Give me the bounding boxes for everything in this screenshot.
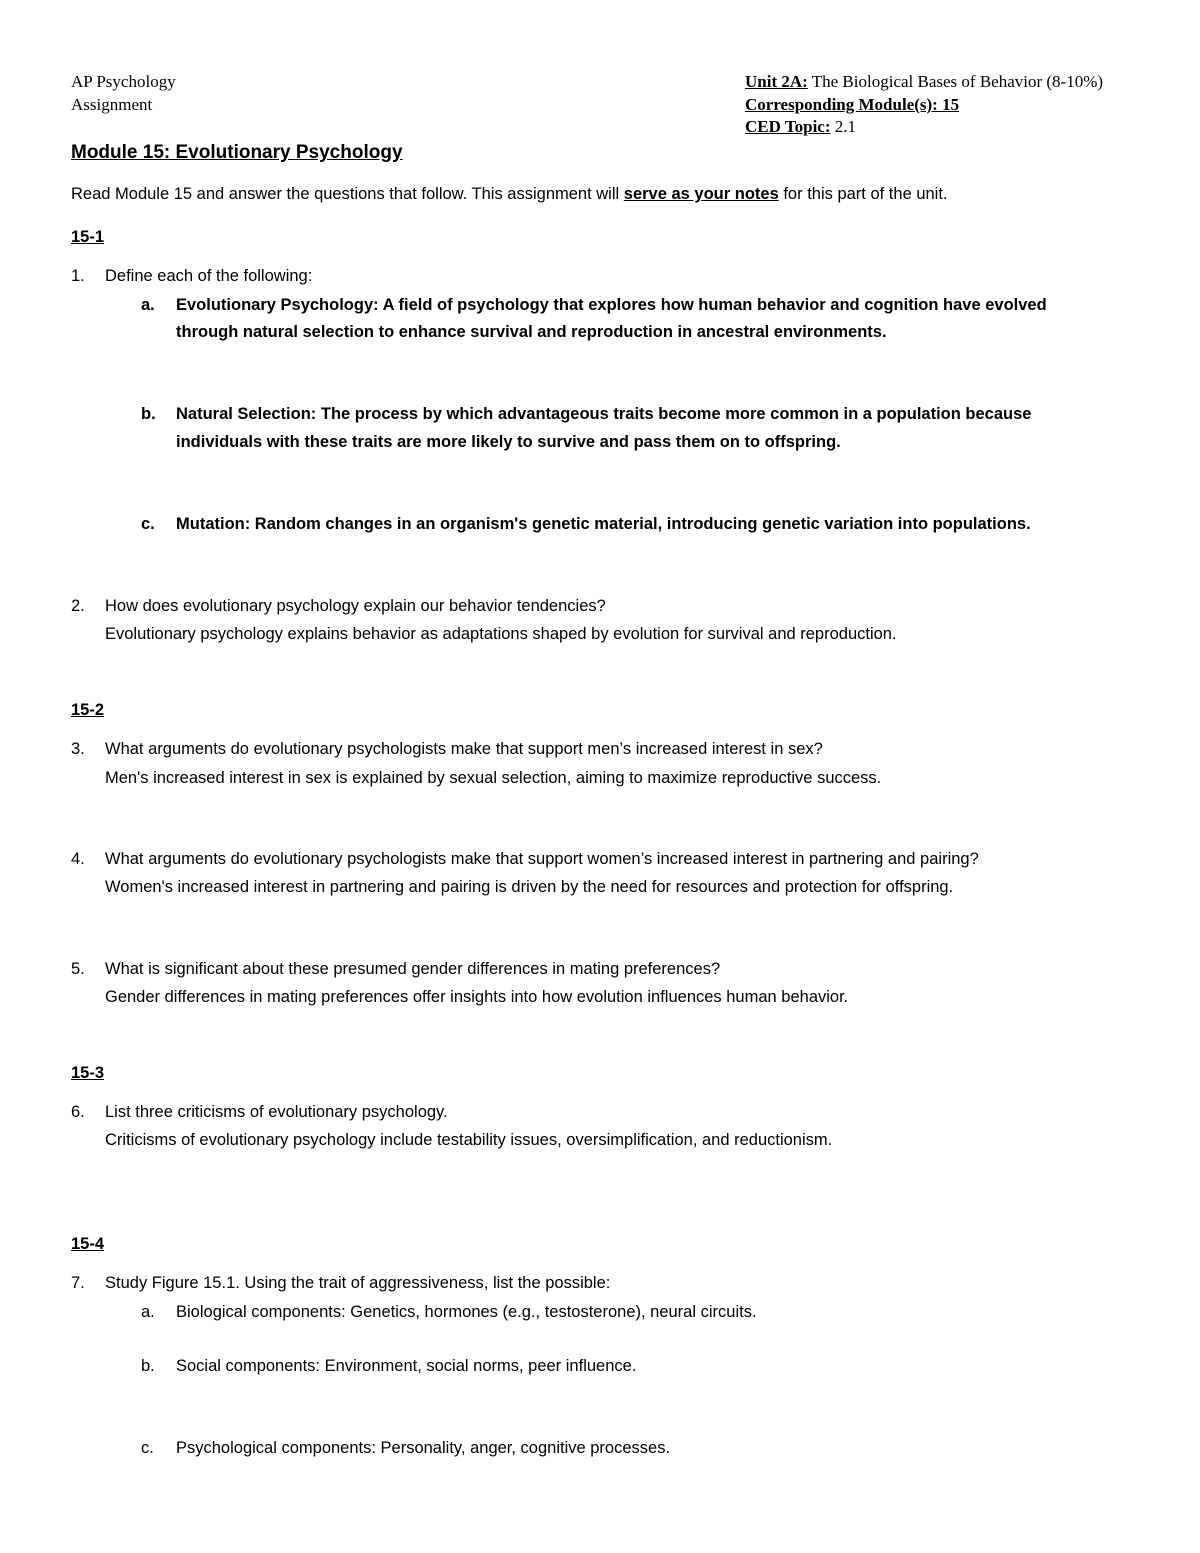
instructions-after: for this part of the unit. bbox=[778, 185, 948, 203]
ced-line bbox=[745, 117, 856, 137]
modules-label: Corresponding Module(s): bbox=[745, 95, 938, 114]
item-letter: c. bbox=[141, 1439, 154, 1457]
question-number: 4. bbox=[71, 850, 85, 868]
unit-text: The Biological Bases of Behavior (8-10%) bbox=[807, 72, 1104, 91]
question-number: 6. bbox=[71, 1103, 85, 1121]
question-number: 7. bbox=[71, 1274, 85, 1292]
question-prompt: Define each of the following: bbox=[105, 267, 313, 285]
item-letter: b. bbox=[141, 1357, 155, 1375]
ced-label: CED Topic: bbox=[745, 117, 831, 136]
item-letter: c. bbox=[141, 515, 155, 533]
section-heading: 15-3 bbox=[71, 1064, 105, 1082]
assignment-label: Assignment bbox=[71, 95, 153, 114]
question-number: 2. bbox=[71, 597, 85, 615]
question-prompt: What arguments do evolutionary psychologists make that support men’s increased interest in sex? bbox=[105, 740, 823, 758]
question-prompt: How does evolutionary psychology explain our behavior tendencies? bbox=[105, 597, 606, 615]
definition-text: Natural Selection: The process by which advantageous traits become more common in a population because bbox=[176, 405, 1032, 423]
question-number: 3. bbox=[71, 740, 85, 758]
instructions-emphasis: serve as your notes bbox=[623, 185, 779, 203]
definition-text: Evolutionary Psychology: A field of psychology that explores how human behavior and cognition have evolved bbox=[176, 296, 1047, 314]
section-heading: 15-1 bbox=[71, 228, 105, 246]
instructions bbox=[71, 185, 948, 204]
unit-label: Unit 2A: bbox=[745, 72, 808, 91]
component-text: Biological components: Genetics, hormones (e.g., testosterone), neural circuits. bbox=[176, 1303, 757, 1321]
modules-line bbox=[745, 95, 959, 115]
page-title: Module 15: Evolutionary Psychology bbox=[71, 142, 403, 163]
definition-text-continued: through natural selection to enhance survival and reproduction in ancestral environments. bbox=[176, 323, 887, 341]
question-prompt: What is significant about these presumed gender differences in mating preferences? bbox=[105, 960, 721, 978]
question-prompt: Study Figure 15.1. Using the trait of aggressiveness, list the possible: bbox=[105, 1274, 611, 1292]
modules-text: 15 bbox=[937, 95, 960, 114]
definition-text-continued: individuals with these traits are more likely to survive and pass them on to offspring. bbox=[176, 433, 841, 451]
component-text: Social components: Environment, social norms, peer influence. bbox=[176, 1357, 637, 1375]
ced-text: 2.1 bbox=[830, 117, 856, 136]
section-heading: 15-2 bbox=[71, 701, 105, 719]
item-letter: a. bbox=[141, 296, 155, 314]
answer: Gender differences in mating preferences offer insights into how evolution influences human behavior. bbox=[105, 988, 849, 1006]
question-prompt: What arguments do evolutionary psychologists make that support women’s increased interest in partnering and pairing? bbox=[105, 850, 979, 868]
answer: Men's increased interest in sex is explained by sexual selection, aiming to maximize reproductive success. bbox=[105, 769, 882, 787]
section-heading: 15-4 bbox=[71, 1235, 105, 1253]
question-prompt: List three criticisms of evolutionary psychology. bbox=[105, 1103, 448, 1121]
answer: Women's increased interest in partnering and pairing is driven by the need for resources and protection for offspring. bbox=[105, 878, 954, 896]
component-text: Psychological components: Personality, anger, cognitive processes. bbox=[176, 1439, 671, 1457]
unit-line bbox=[745, 72, 1103, 92]
question-number: 1. bbox=[71, 267, 85, 285]
instructions-before: Read Module 15 and answer the questions that follow. This assignment will bbox=[71, 185, 624, 203]
question-number: 5. bbox=[71, 960, 85, 978]
item-letter: b. bbox=[141, 405, 156, 423]
definition-text: Mutation: Random changes in an organism's genetic material, introducing genetic variation into populations. bbox=[176, 515, 1031, 533]
answer: Evolutionary psychology explains behavior as adaptations shaped by evolution for survival and reproduction. bbox=[105, 625, 897, 643]
item-letter: a. bbox=[141, 1303, 155, 1321]
answer: Criticisms of evolutionary psychology include testability issues, oversimplification, and reductionism. bbox=[105, 1131, 833, 1149]
course-name: AP Psychology bbox=[71, 72, 176, 91]
